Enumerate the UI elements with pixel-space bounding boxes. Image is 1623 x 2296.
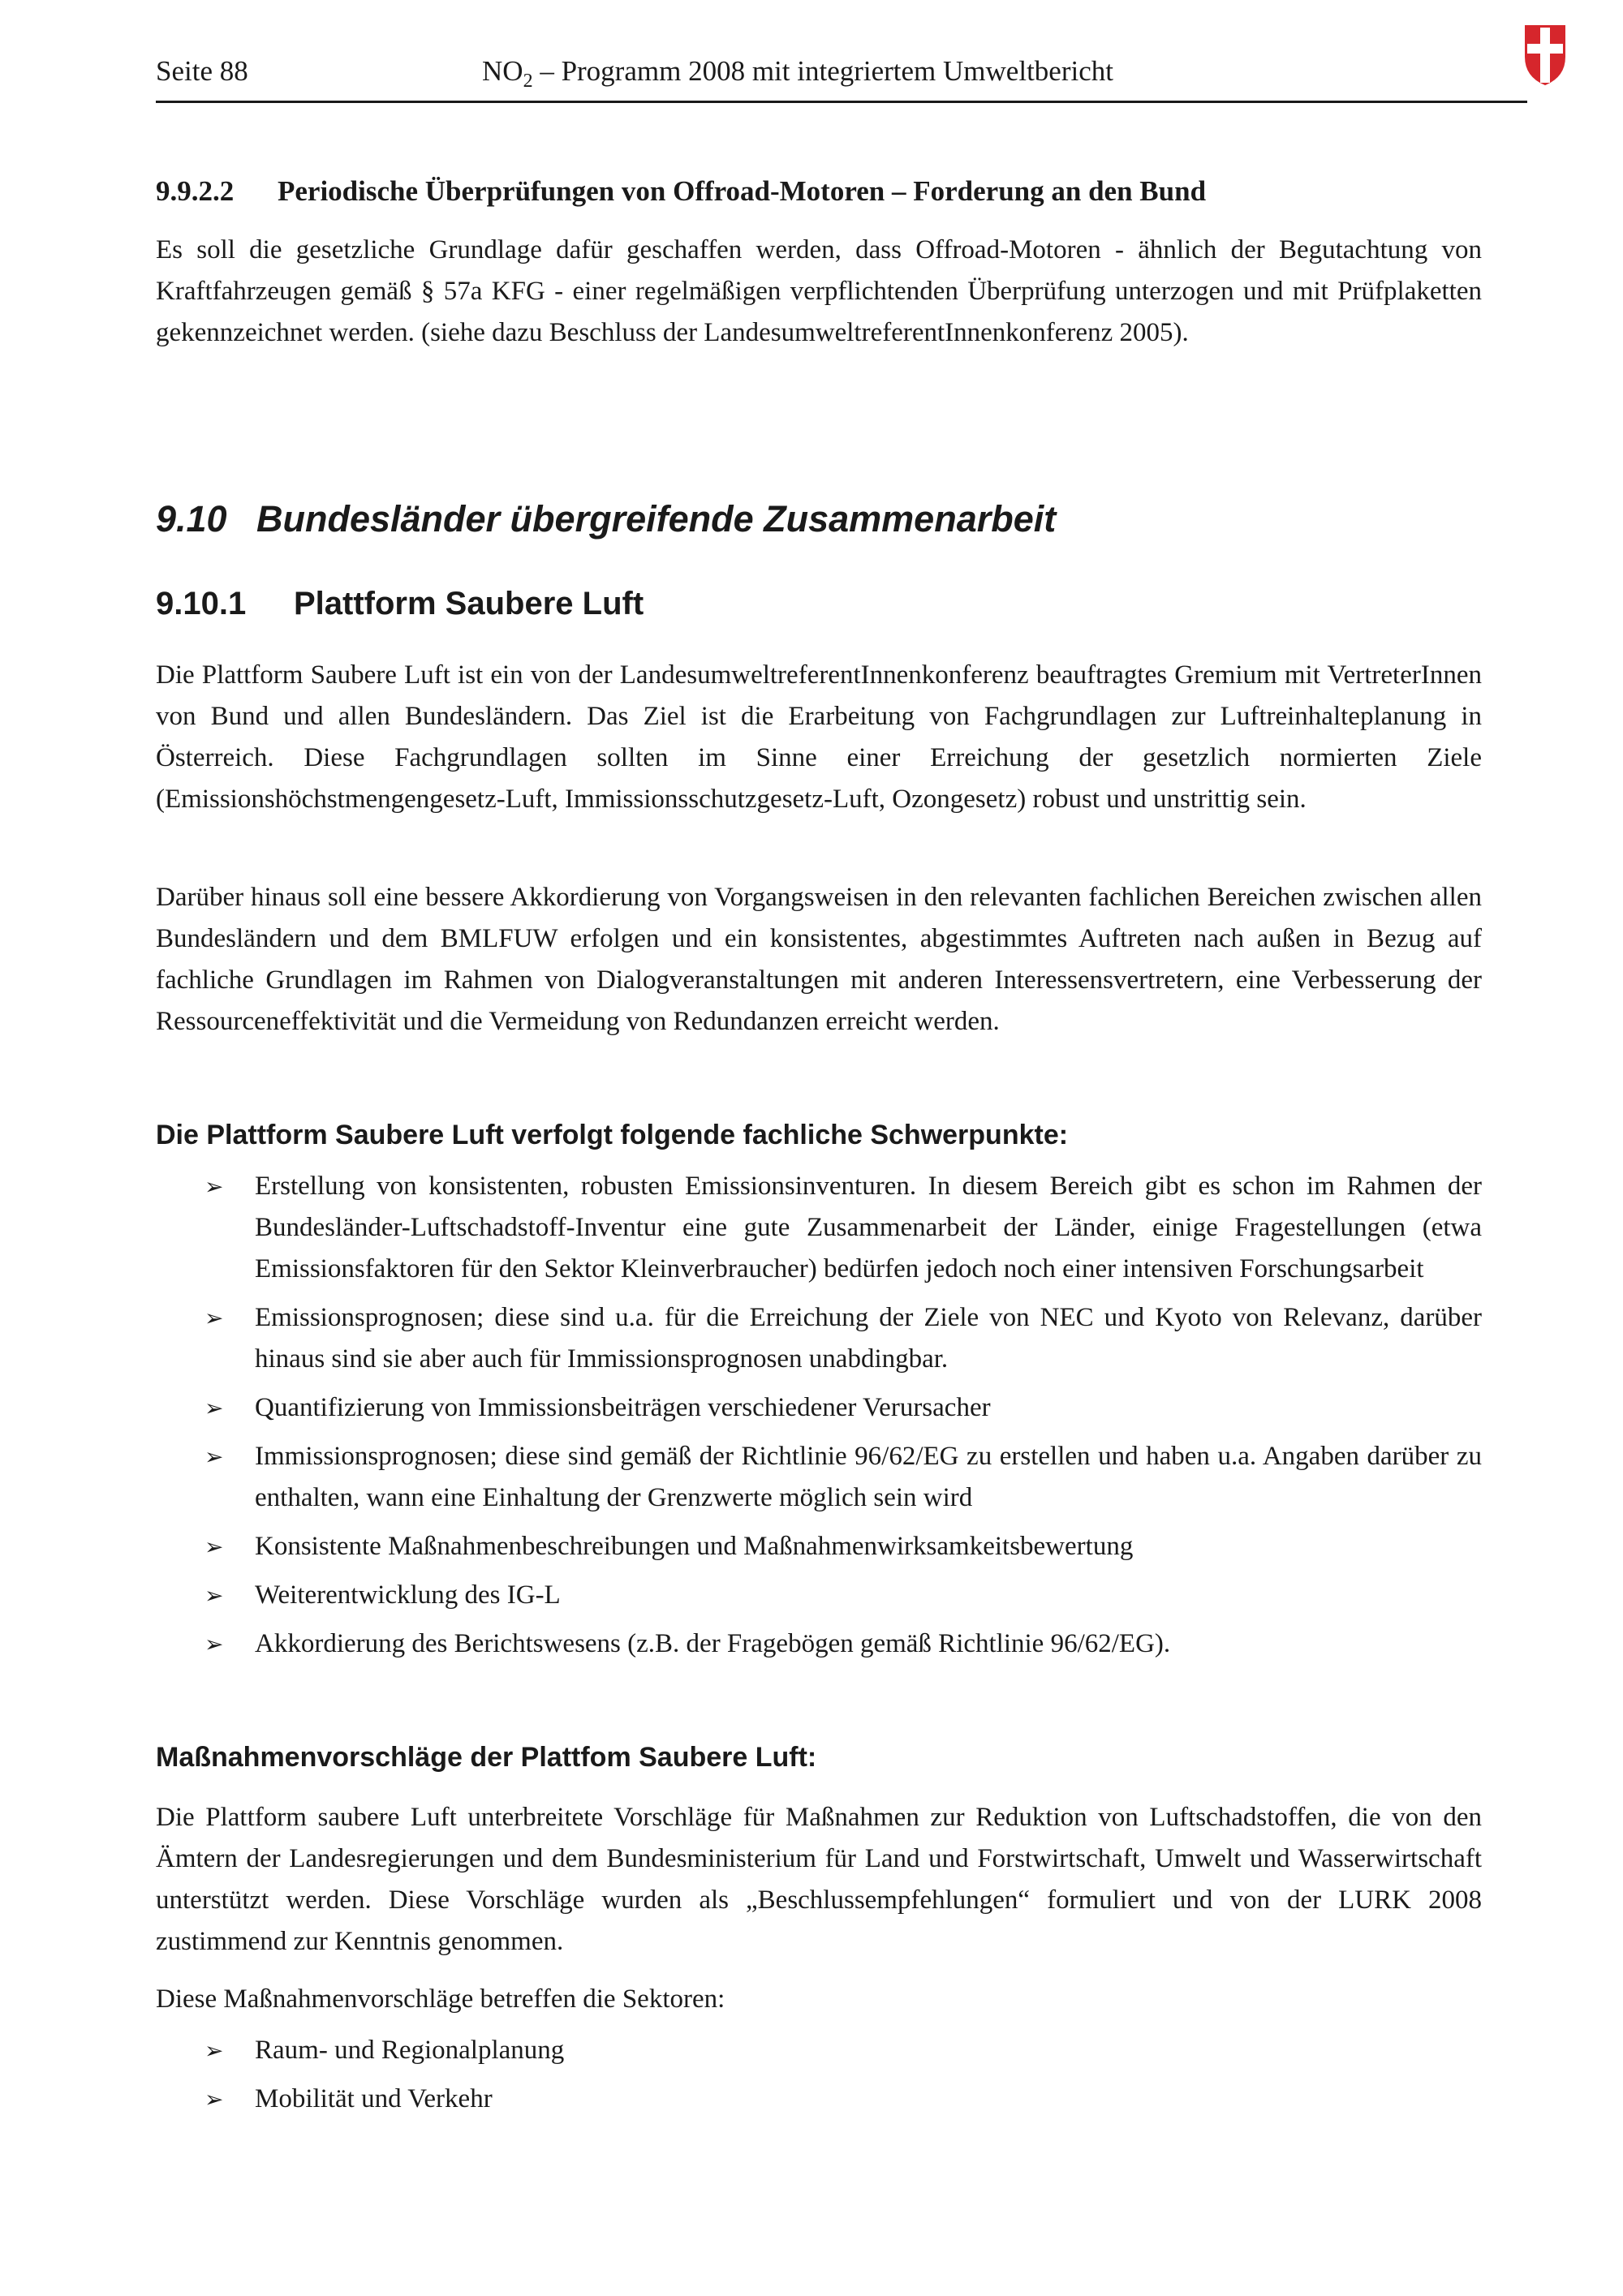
list-item: ➢ Akkordierung des Berichtswesens (z.B. der Fragebögen gemäß Richtlinie 96/62/EG). (156, 1623, 1482, 1665)
page-number: Seite 88 (156, 55, 248, 87)
arrow-bullet-icon: ➢ (204, 1173, 224, 1200)
arrow-bullet-icon: ➢ (204, 2086, 224, 2113)
list-item: ➢ Erstellung von konsistenten, robusten Emissionsinventuren. In diesem Bereich gibt es schon im Rahmen der Bundesländer-Luftschadstoff-Inventur eine gute Zusammenarbeit der Länder, einige Fragestellungen (etwa Emissionsfaktoren für den Sektor Kleinverbraucher) bedürfen jedoch noch einer intensiven Forschungsarbeit (156, 1166, 1482, 1290)
document-title-prefix: NO (482, 55, 523, 87)
paragraph-platform-intro: Die Plattform Saubere Luft ist ein von der LandesumweltreferentInnenkonferenz beauftragtes Gremium mit VertreterInnen von Bund und allen Bundesländern. Das Ziel ist die Erarbeitung von Fachgrundlagen zur Luftreinhalteplanung in Österreich. Diese Fachgrundlagen sollten im Sinne einer Erreichung der gesetzlich normierten Ziele (Emissionshöchstmengengesetz-Luft, Immissionsschutzgesetz-Luft, Ozongesetz) robust und unstrittig sein. (156, 660, 1482, 814)
arrow-bullet-icon: ➢ (204, 1582, 224, 1609)
section-heading-9-10-1 (156, 586, 644, 622)
paragraph-platform-coordination: Darüber hinaus soll eine bessere Akkordierung von Vorgangsweisen in den relevanten fachlichen Bereichen zwischen allen Bundesländern und dem BMLFUW erfolgen und ein konsistentes, abgestimmtes Auftreten nach außen in Bezug auf fachliche Grundlagen im Rahmen von Dialogveranstaltungen mit anderen Interessensvertretern, eine Verbesserung der Ressourceneffektivität und die Vermeidung von Redundanzen erreicht werden. (156, 883, 1482, 1036)
focus-heading: Die Plattform Saubere Luft verfolgt folgende fachliche Schwerpunkte: (156, 1120, 1069, 1150)
document-title-suffix: – Programm 2008 mit integriertem Umweltbericht (532, 55, 1113, 87)
arrow-bullet-icon: ➢ (204, 2037, 224, 2064)
paragraph-sectors-intro: Diese Maßnahmenvorschläge betreffen die Sektoren: (156, 1984, 725, 2014)
section-title: Bundesländer übergreifende Zusammenarbeit (256, 498, 1057, 540)
section-heading-9-10 (156, 498, 1056, 540)
list-item: ➢ Immissionsprognosen; diese sind gemäß der Richtlinie 96/62/EG zu erstellen und haben u.a. Angaben darüber zu enthalten, wann eine Einhaltung der Grenzwerte möglich sein wird (156, 1436, 1482, 1519)
list-item: ➢ Quantifizierung von Immissionsbeiträgen verschiedener Verursacher (156, 1387, 1482, 1429)
document-title-subscript: 2 (523, 71, 533, 92)
measures-heading: Maßnahmenvorschläge der Plattfom Saubere Luft: (156, 1742, 817, 1773)
arrow-bullet-icon: ➢ (204, 1631, 224, 1658)
list-item: ➢ Konsistente Maßnahmenbeschreibungen und Maßnahmenwirksamkeitsbewertung (156, 1526, 1482, 1567)
section-number: 9.10.1 (156, 586, 247, 621)
arrow-bullet-icon: ➢ (204, 1443, 224, 1470)
list-item: ➢ Weiterentwicklung des IG-L (156, 1575, 1482, 1616)
document-title (482, 55, 1113, 92)
list-item: ➢ Emissionsprognosen; diese sind u.a. für die Erreichung der Ziele von NEC und Kyoto von Relevanz, darüber hinaus sind sie aber auch für Immissionsprognosen unabdingbar. (156, 1297, 1482, 1380)
section-title: Periodische Überprüfungen von Offroad-Motoren – Forderung an den Bund (278, 175, 1207, 207)
arrow-bullet-icon: ➢ (204, 1305, 224, 1331)
page-header (156, 52, 1527, 103)
paragraph-offroad: Es soll die gesetzliche Grundlage dafür geschaffen werden, dass Offroad-Motoren - ähnlich der Begutachtung von Kraftfahrzeugen gemäß § 57a KFG - einer regelmäßigen verpflichtenden Überprüfung unterzogen und mit Prüfplaketten gekennzeichnet werden. (siehe dazu Beschluss der LandesumweltreferentInnenkonferenz 2005). (156, 235, 1482, 347)
section-number: 9.9.2.2 (156, 175, 235, 207)
arrow-bullet-icon: ➢ (204, 1533, 224, 1560)
paragraph-measures: Die Plattform saubere Luft unterbreitete Vorschläge für Maßnahmen zur Reduktion von Luftschadstoffen, die von den Ämtern der Landesregierungen und dem Bundesministerium für Land und Forstwirtschaft, Umwelt und Wasserwirtschaft unterstützt werden. Diese Vorschläge wurden als „Beschlussempfehlungen“ formuliert und von der LURK 2008 zustimmend zur Kenntnis genommen. (156, 1803, 1482, 1956)
list-item: ➢ Raum- und Regionalplanung (156, 2030, 1482, 2071)
sector-list (156, 2030, 1482, 2127)
section-number: 9.10 (156, 498, 227, 540)
focus-list (156, 1166, 1482, 1672)
list-item: ➢ Mobilität und Verkehr (156, 2079, 1482, 2120)
section-heading-9-9-2-2 (156, 175, 1206, 208)
vienna-crest-icon (1524, 24, 1566, 86)
arrow-bullet-icon: ➢ (204, 1395, 224, 1421)
section-title: Plattform Saubere Luft (294, 586, 644, 621)
